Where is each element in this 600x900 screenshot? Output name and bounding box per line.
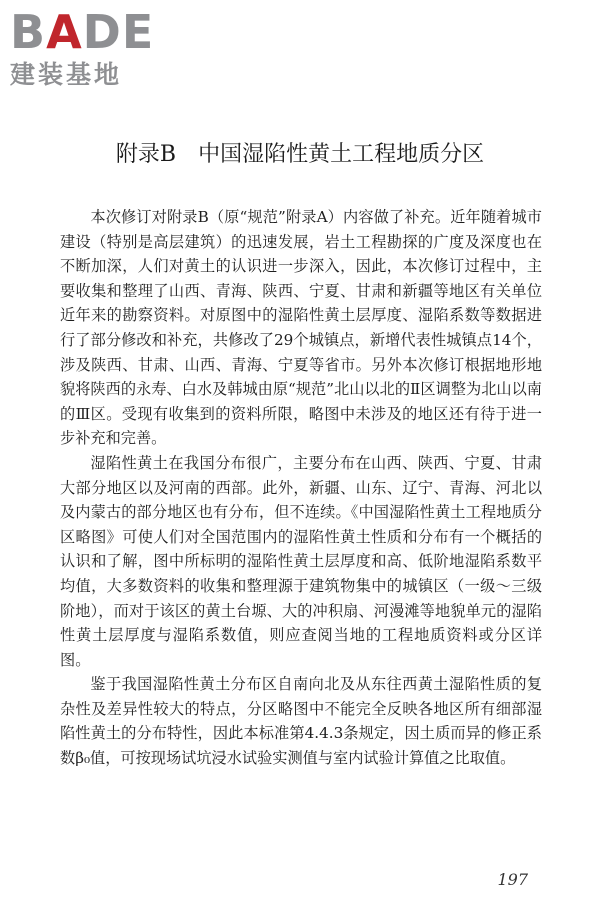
logo-letters-de: DE xyxy=(82,5,155,59)
logo-subtitle: 建装基地 xyxy=(10,60,123,89)
appendix-label: 附录B xyxy=(115,142,177,167)
page-title xyxy=(0,140,600,170)
logo xyxy=(10,6,180,90)
appendix-title: 中国湿陷性黄土工程地质分区 xyxy=(198,142,485,167)
paragraph-3: 鉴于我国湿陷性黄土分布区自南向北及从东往西黄土湿陷性质的复杂性及差异性较大的特点，分区略图中不能完全反映各地区所有细部湿陷性黄土的分布特性，因此本标准第4.4.3条规定，因土质而异的修正系数β₀值，可按现场试坑浸水试验实测值与室内试验计算值之比取值。 xyxy=(60,675,542,768)
logo-letter-b: B xyxy=(10,5,47,59)
logo-letter-a-accent: A xyxy=(46,5,83,59)
body-text xyxy=(60,205,542,771)
logo-wordmark xyxy=(10,6,154,58)
page-number: 197 xyxy=(497,870,528,889)
paragraph-1: 本次修订对附录B（原“规范”附录A）内容做了补充。近年随着城市建设（特别是高层建筑）的迅速发展，岩土工程勘探的广度及深度也在不断加深，人们对黄土的认识进一步深入，因此，本次修订过程中，主要收集和整理了山西、青海、陕西、宁夏、甘肃和新疆等地区有关单位近年来的勘察资料。对原图中的湿陷性黄土层厚度、湿陷系数等数据进行了部分修改和补充，共修改了29个城镇点，新增代表性城镇点14个，涉及陕西、甘肃、山西、青海、宁夏等省市。另外本次修订根据地形地貌将陕西的永寿、白水及韩城由原“规范”北山以北的Ⅱ区调整为北山以南的Ⅲ区。受现有收集到的资料所限，略图中未涉及的地区还有待于进一步补充和完善。 xyxy=(60,208,542,448)
paragraph-2: 湿陷性黄土在我国分布很广，主要分布在山西、陕西、宁夏、甘肃大部分地区以及河南的西部。此外，新疆、山东、辽宁、青海、河北以及内蒙古的部分地区也有分布，但不连续。《中国湿陷性黄土工程地质分区略图》可使人们对全国范围内的湿陷性黄土性质和分布有一个概括的认识和了解，图中所标明的湿陷性黄土层厚度和高、低阶地湿陷系数平均值，大多数资料的收集和整理源于建筑物集中的城镇区（一级～三级阶地），而对于该区的黄土台塬、大的冲积扇、河漫滩等地貌单元的湿陷性黄土层厚度与湿陷系数值，则应查阅当地的工程地质资料或分区详图。 xyxy=(60,453,542,669)
